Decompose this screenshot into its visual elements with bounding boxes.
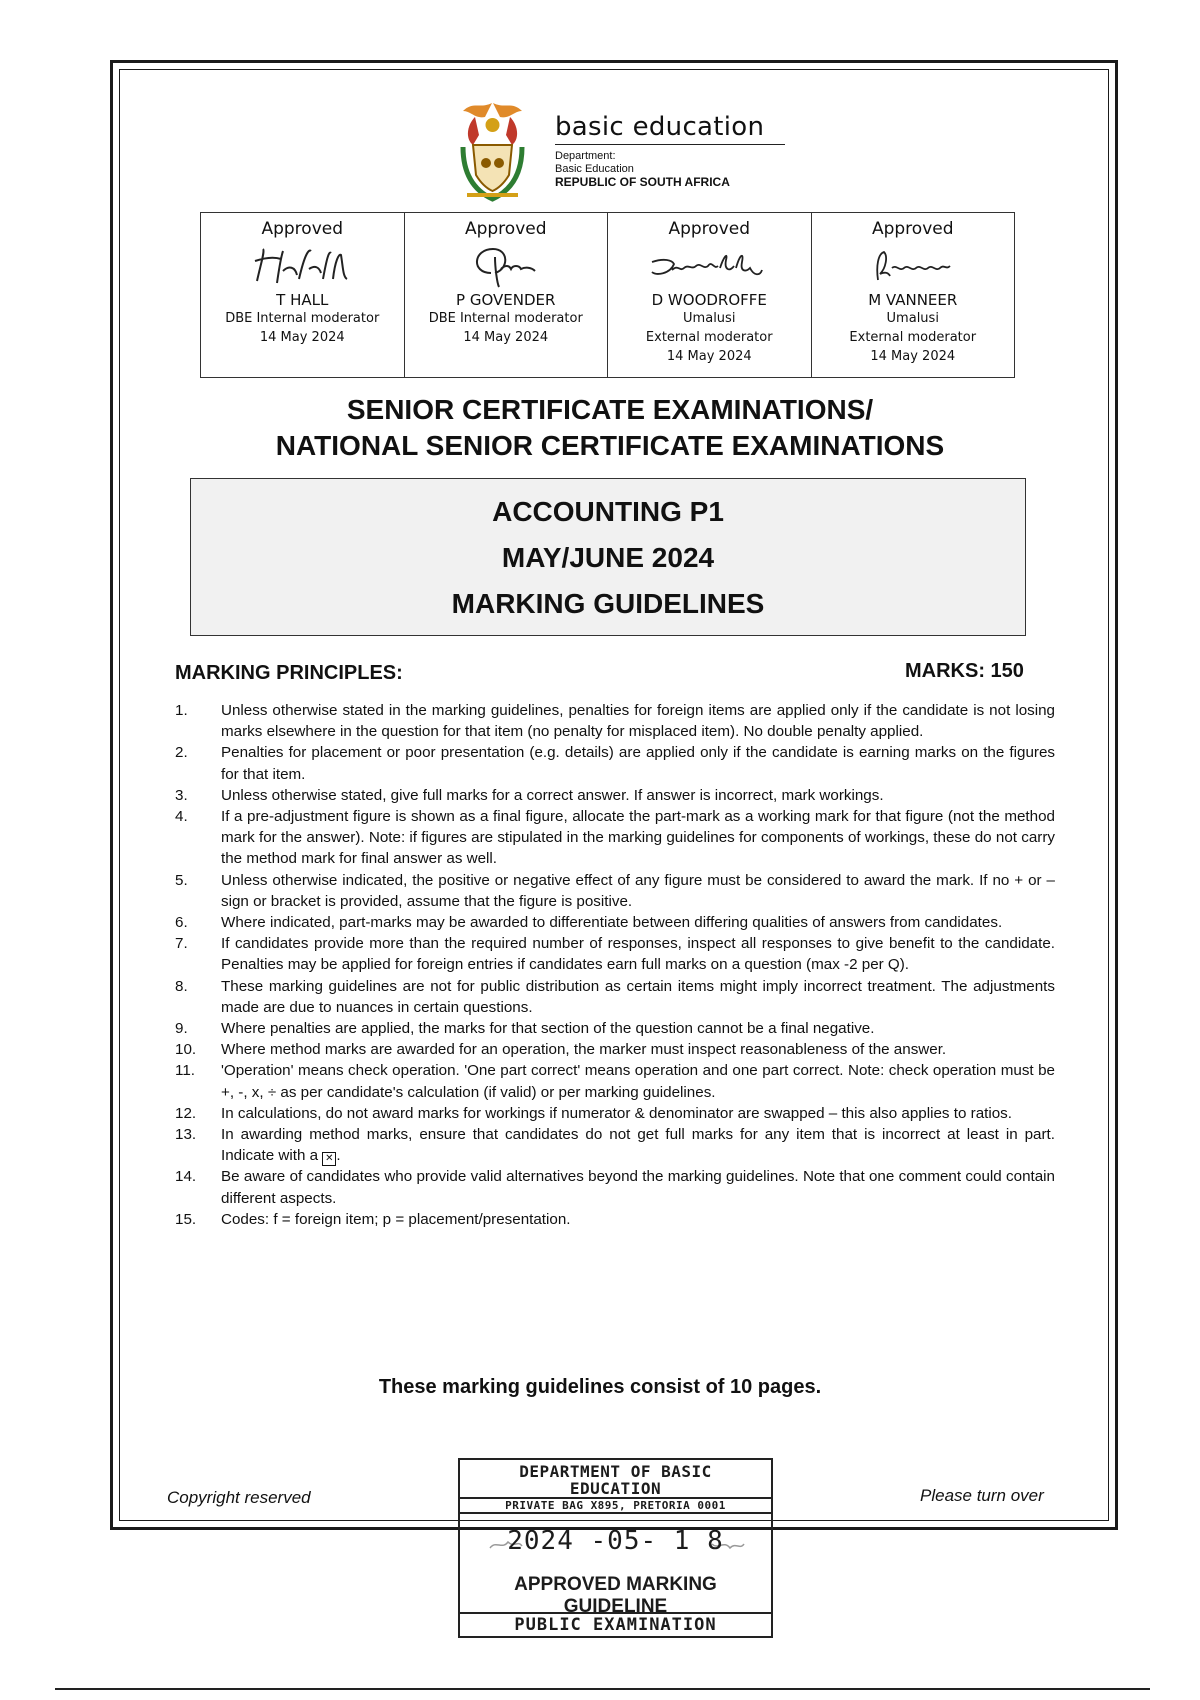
approver-organisation: Umalusi <box>886 311 939 326</box>
department-block <box>555 112 785 189</box>
list-item: 13. In awarding method marks, ensure that candidates do not get full marks for any item that is incorrect at least in part. Indicate with a ✕ . <box>175 1126 1055 1165</box>
subject-name: ACCOUNTING P1 <box>492 496 724 527</box>
exam-title <box>200 392 1020 464</box>
department-title: basic education <box>555 112 785 145</box>
stamp-header <box>458 1458 773 1497</box>
copyright-notice: Copyright reserved <box>167 1488 311 1507</box>
approval-label: Approved <box>668 219 751 239</box>
subject-box <box>190 478 1026 636</box>
coat-of-arms-logo <box>445 95 540 205</box>
approval-label: Approved <box>871 219 954 239</box>
approval-cell <box>812 213 1015 377</box>
approver-name: M VANNEER <box>868 291 958 309</box>
list-item: 1. Unless otherwise stated in the marking guidelines, penalties for foreign items are applied only if the candidate is not losing marks elsewhere in the question for that item (no penalty for misplaced item). No double penalty applied. <box>175 702 1055 741</box>
list-item: 3. Unless otherwise stated, give full marks for a correct answer. If answer is incorrect, mark workings. <box>175 786 884 804</box>
stamp-body <box>458 1514 773 1617</box>
stamp-dept-line1: DEPARTMENT OF BASIC <box>519 1462 712 1481</box>
approver-name: T HALL <box>276 291 329 309</box>
approval-cell <box>405 213 609 377</box>
approval-date: 14 May 2024 <box>666 349 752 364</box>
country-name: REPUBLIC OF SOUTH AFRICA <box>555 175 730 189</box>
approver-role: External moderator <box>645 330 773 345</box>
approval-date: 14 May 2024 <box>259 330 345 345</box>
bottom-rule <box>55 1688 1150 1690</box>
list-item: 8. These marking guidelines are not for public distribution as certain items might imply incorrect treatment. The adjustments made are due to nuances in certain questions. <box>175 977 1055 1016</box>
list-item: 7. If candidates provide more than the required number of responses, inspect all responses to give benefit to the candidate. Penalties may be applied for foreign entries if candidates earn full marks on a question (max -2 per Q). <box>175 935 1055 974</box>
approval-date: 14 May 2024 <box>463 330 549 345</box>
list-item: 14. Be aware of candidates who provide valid alternatives beyond the marking guidelines. Note that one comment could contain different aspects. <box>175 1168 1055 1207</box>
signature-govender <box>451 243 561 289</box>
list-item: 6. Where indicated, part-marks may be awarded to differentiate between differing qualities of answers from candidates. <box>175 914 1003 932</box>
stamp-dept-line2: EDUCATION <box>569 1479 662 1498</box>
department-name: Basic Education <box>555 163 634 175</box>
approver-name: D WOODROFFE <box>651 291 767 309</box>
crossed-box-icon: ✕ <box>322 1152 336 1166</box>
signature-hall <box>247 243 357 289</box>
approval-stamp <box>458 1458 773 1643</box>
principles-heading: MARKING PRINCIPLES: <box>175 662 403 684</box>
page-count-note: These marking guidelines consist of 10 pages. <box>378 1376 822 1398</box>
approval-label: Approved <box>261 219 344 239</box>
list-item: 2. Penalties for placement or poor presentation (e.g. details) are applied only if the candidate is earning marks on the figures for that item. <box>175 744 1055 783</box>
exam-title-line2: NATIONAL SENIOR CERTIFICATE EXAMINATIONS <box>275 430 945 461</box>
list-item: 5. Unless otherwise indicated, the positive or negative effect of any figure must be considered to award the mark. If no + or – sign or bracket is provided, assume that the figure is positive. <box>175 871 1055 910</box>
turn-over-note: Please turn over <box>920 1486 1044 1505</box>
department-label: Department: <box>555 150 616 162</box>
list-item: 11. 'Operation' means check operation. 'One part correct' means operation and one part correct. Note: check operation must be +, -, x, ÷ as per candidate's calculation (if valid) or per marking guidelines. <box>175 1062 1055 1101</box>
approver-role: External moderator <box>849 330 977 345</box>
approval-table <box>200 212 1015 378</box>
approval-label: Approved <box>464 219 547 239</box>
signature-vanneer <box>858 243 968 289</box>
approval-cell <box>201 213 405 377</box>
list-item: 10. Where method marks are awarded for an operation, the marker must inspect reasonableness of the answer. <box>175 1041 947 1059</box>
approver-role: DBE Internal moderator <box>225 311 380 326</box>
total-marks: MARKS: 150 <box>905 660 1024 682</box>
stamp-public-text: PUBLIC EXAMINATION <box>458 1612 773 1638</box>
approval-cell <box>608 213 812 377</box>
approver-role: DBE Internal moderator <box>428 311 583 326</box>
document-type: MARKING GUIDELINES <box>451 588 765 619</box>
list-item: 9. Where penalties are applied, the marks for that section of the question cannot be a final negative. <box>175 1020 875 1038</box>
list-item: 4. If a pre-adjustment figure is shown as a final figure, allocate the part-mark as a working mark for that figure (not the method mark for the answer). Note: if figures are stipulated in the marking guidelines for components of workings, these do not carry the method mark for final answer as well. <box>175 808 1055 868</box>
approver-organisation: Umalusi <box>683 311 736 326</box>
stamp-address: PRIVATE BAG X895, PRETORIA 0001 <box>458 1497 773 1514</box>
exam-title-line1: SENIOR CERTIFICATE EXAMINATIONS/ <box>346 394 874 425</box>
approval-date: 14 May 2024 <box>870 349 956 364</box>
exam-session: MAY/JUNE 2024 <box>501 542 715 573</box>
list-item: 12. In calculations, do not award marks for workings if numerator & denominator are swapped – this also applies to ratios. <box>175 1104 1012 1122</box>
principles-list <box>175 700 1055 1230</box>
stamp-approved-text: APPROVED MARKING GUIDELINE <box>514 1574 717 1617</box>
list-item: 15. Codes: f = foreign item; p = placement/presentation. <box>175 1210 571 1228</box>
approver-name: P GOVENDER <box>456 291 556 309</box>
signature-woodroffe <box>644 243 774 289</box>
stamp-date: 2024 -05- 1 8 <box>507 1526 724 1556</box>
